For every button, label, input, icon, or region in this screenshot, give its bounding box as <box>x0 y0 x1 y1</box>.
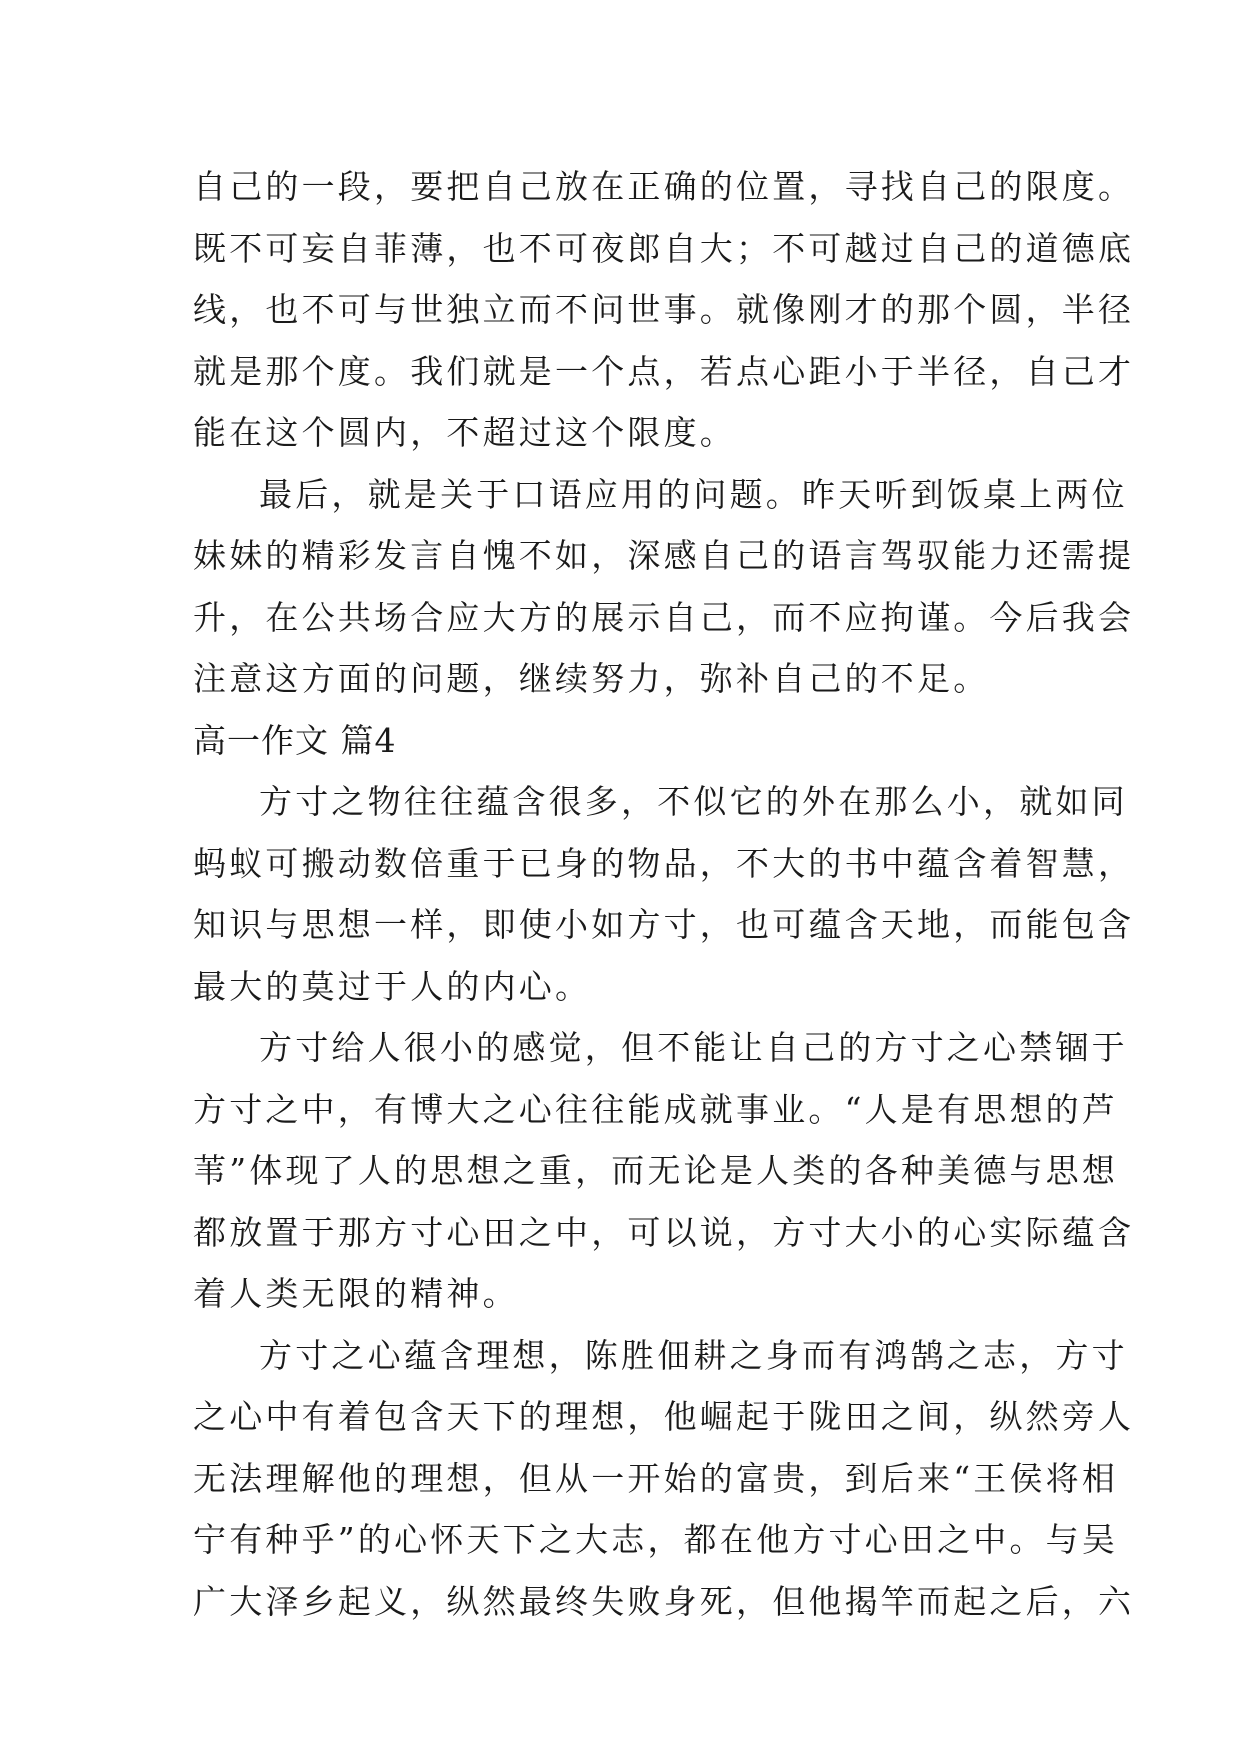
text-line: 就是那个度。我们就是一个点，若点心距小于半径，自己才 <box>193 351 1135 391</box>
text-line: 线，也不可与世独立而不问世事。就像刚才的那个圆，半径 <box>193 290 1135 329</box>
text-line: 注意这方面的问题，继续努力，弥补自己的不足。 <box>193 659 990 698</box>
paragraph-square-inch-heart <box>193 1017 1135 1325</box>
text-line: 方寸给人很小的感觉，但不能让自己的方寸之心禁锢于 <box>259 1028 1128 1067</box>
text-line: 能在这个圆内，不超过这个限度。 <box>193 413 736 452</box>
paragraph-square-inch-things <box>193 771 1135 1017</box>
text-line: 方寸之物往往蕴含很多，不似它的外在那么小，就如同 <box>259 782 1128 821</box>
section-heading: 高一作文 篇4 <box>193 720 397 760</box>
text-line: 既不可妄自菲薄，也不可夜郎自大；不可越过自己的道德底 <box>193 228 1135 268</box>
text-line: 苇”体现了人的思想之重，而无论是人类的各种美德与思想 <box>193 1151 1119 1190</box>
text-line: 升，在公共场合应大方的展示自己，而不应拘谨。今后我会 <box>193 597 1135 637</box>
text-line: 着人类无限的精神。 <box>193 1274 519 1313</box>
text-line: 妹妹的精彩发言自愧不如，深感自己的语言驾驭能力还需提 <box>193 536 1135 575</box>
paragraph-oral-language <box>193 464 1135 710</box>
text-line: 都放置于那方寸心田之中，可以说，方寸大小的心实际蕴含 <box>193 1212 1135 1252</box>
text-line: 之心中有着包含天下的理想，他崛起于陇田之间，纵然旁人 <box>193 1397 1135 1436</box>
text-line: 方寸之中，有博大之心往往能成就事业。“人是有思想的芦 <box>193 1089 1119 1129</box>
text-line: 广大泽乡起义，纵然最终失败身死，但他揭竿而起之后，六 <box>193 1581 1135 1621</box>
text-line: 最后，就是关于口语应用的问题。昨天听到饭桌上两位 <box>259 474 1128 514</box>
text-line: 宁有种乎”的心怀天下之大志，都在他方寸心田之中。与吴 <box>193 1520 1119 1559</box>
text-line: 自己的一段，要把自己放在正确的位置，寻找自己的限度。 <box>193 167 1135 206</box>
text-line: 最大的莫过于人的内心。 <box>193 966 592 1006</box>
paragraph-continued <box>193 156 1135 464</box>
text-line: 知识与思想一样，即使小如方寸，也可蕴含天地，而能包含 <box>193 905 1135 944</box>
paragraph-ideals <box>193 1325 1135 1633</box>
text-line: 方寸之心蕴含理想，陈胜佃耕之身而有鸿鹄之志，方寸 <box>259 1335 1128 1375</box>
text-line: 蚂蚁可搬动数倍重于已身的物品，不大的书中蕴含着智慧， <box>193 843 1135 883</box>
text-line: 无法理解他的理想，但从一开始的富贵，到后来“王侯将相 <box>193 1458 1119 1498</box>
document-body <box>193 156 1135 1632</box>
